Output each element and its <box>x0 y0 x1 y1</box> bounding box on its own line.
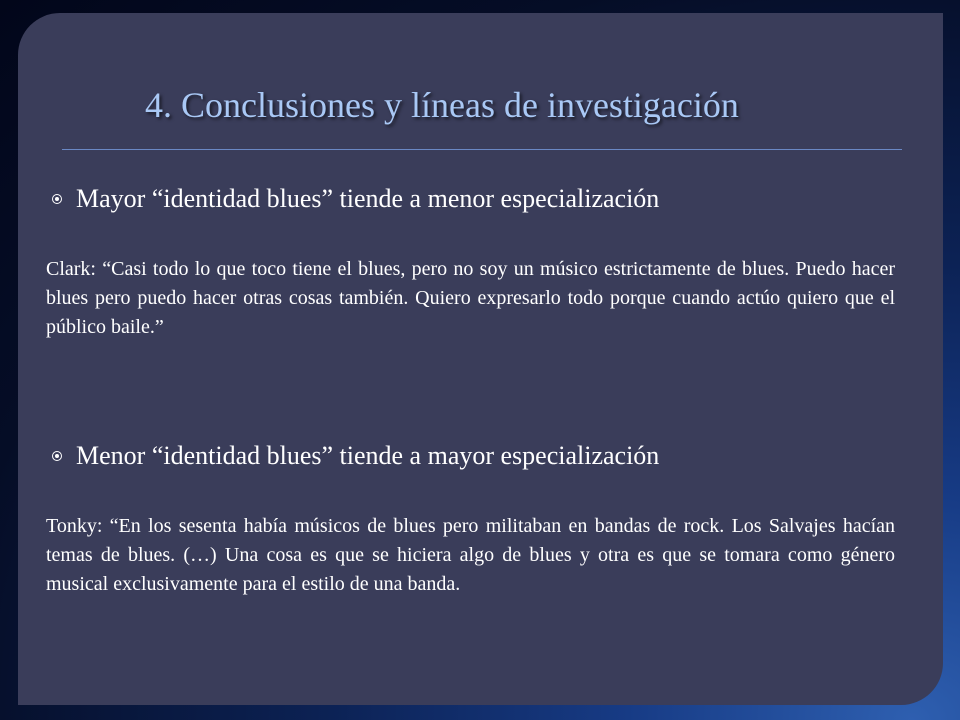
bullet-point-1-text: Mayor “identidad blues” tiende a menor especialización <box>76 184 660 213</box>
quote-clark: Clark: “Casi todo lo que toco tiene el blues, pero no soy un músico estrictamente de blues. Puedo hacer blues pero puedo hacer otras cosas también. Quiero expresarlo todo porque cuando actúo quiero que el público baile.” <box>46 258 895 338</box>
bullet-point-2 <box>52 441 659 471</box>
bullet-point-1 <box>52 184 659 214</box>
circle-dot-bullet-icon <box>52 451 62 461</box>
circle-dot-bullet-icon <box>52 194 62 204</box>
title-divider <box>62 149 902 150</box>
slide-title: 4. Conclusiones y líneas de investigación <box>145 85 739 125</box>
quote-tonky: Tonky: “En los sesenta había músicos de blues pero militaban en bandas de rock. Los Salvajes hacían temas de blues. (…) Una cosa es que se hiciera algo de blues y otra es que se tomara como género musical exclusivamente para el estilo de una banda. <box>46 515 895 595</box>
bullet-point-2-text: Menor “identidad blues” tiende a mayor especialización <box>76 441 660 470</box>
